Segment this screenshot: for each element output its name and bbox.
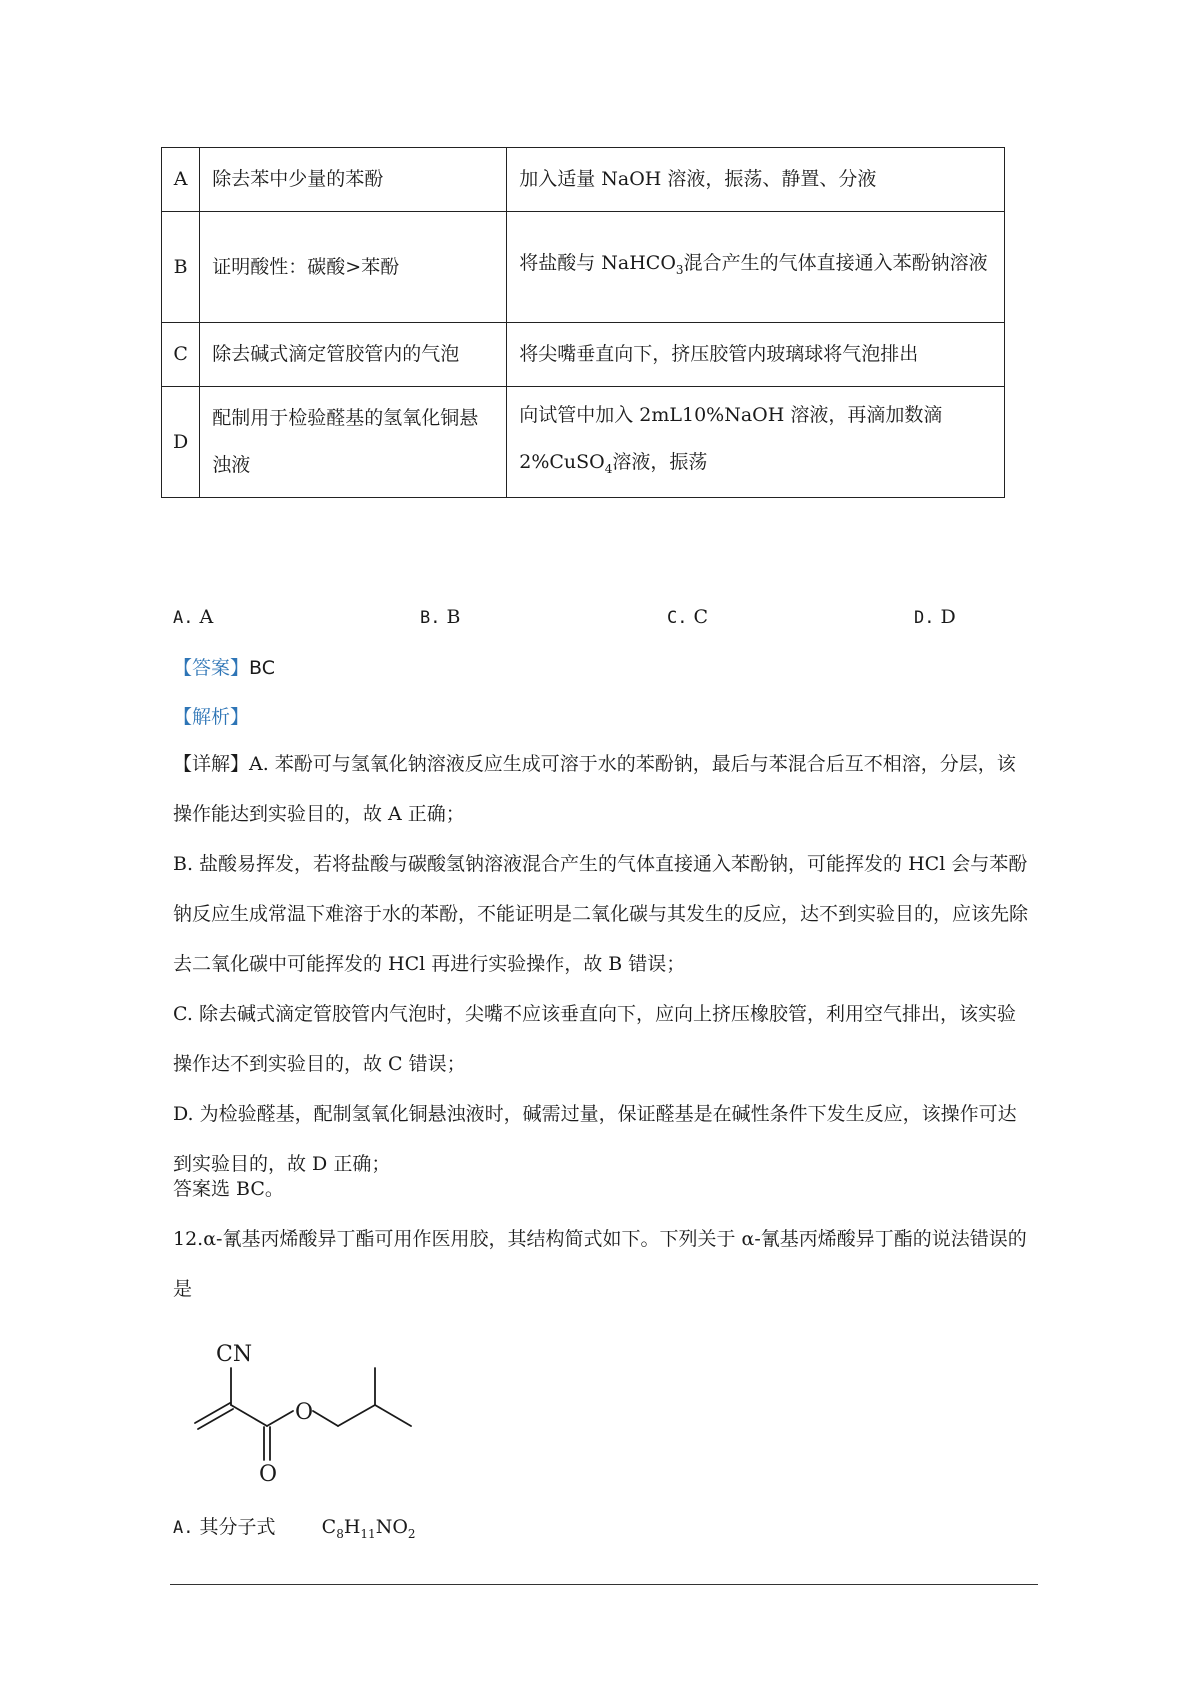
element-h: H (343, 1516, 361, 1538)
detail-paragraph-d: D. 为检验醛基，配制氢氧化铜悬浊液时，碱需过量，保证醛基是在碱性条件下发生反应，该操作可达到实验目的，故 D 正确； (173, 1103, 1017, 1175)
operation-text: 混合产生的气体直接通入苯酚钠溶液 (683, 252, 988, 275)
option-letter: A. (173, 1518, 194, 1538)
operation-text: 将盐酸与 NaHCO (519, 252, 676, 275)
choice-d[interactable] (914, 606, 956, 628)
experiment-table (161, 147, 1005, 498)
row-operation: 将尖嘴垂直向下，挤压胶管内玻璃球将气泡排出 (507, 323, 1005, 387)
answer-tag: 【答案】 (173, 657, 250, 679)
choice-value: B (446, 606, 461, 628)
row-label: A (162, 148, 200, 212)
subscript: 4 (604, 461, 613, 476)
row-label: D (162, 387, 200, 498)
element-c: C (321, 1516, 337, 1538)
carbonyl-oxygen-label: O (259, 1462, 278, 1485)
answer-choices (173, 606, 1073, 636)
table-row (162, 323, 1005, 387)
detail-conclusion: 答案选 BC。 (173, 1178, 284, 1200)
footer-rule (170, 1584, 1038, 1585)
row-purpose: 证明酸性：碳酸>苯酚 (200, 212, 507, 323)
choice-c[interactable] (667, 606, 708, 628)
row-label: C (162, 323, 200, 387)
row-operation (507, 387, 1005, 498)
choice-value: A (199, 606, 214, 628)
bond-c-carbonyl (231, 1405, 267, 1426)
choice-value: D (940, 606, 956, 628)
detail-paragraph-b: B. 盐酸易挥发，若将盐酸与碳酸氢钠溶液混合产生的气体直接通入苯酚钠，可能挥发的 HCl 会与苯酚钠反应生成常温下难溶于水的苯酚，不能证明是二氧化碳与其发生的反应，达不到实验目的，应该先除去二氧化碳中可能挥发的 HCl 再进行实验操作，故 B 错误； (173, 853, 1029, 975)
subscript: 11 (360, 1526, 376, 1541)
row-label: B (162, 212, 200, 323)
bond-c-oester (267, 1411, 293, 1426)
table-row (162, 212, 1005, 323)
operation-text: 向试管中加入 2mL10%NaOH 溶液，再滴加数滴 2%CuSO (519, 403, 943, 473)
subscript: 2 (407, 1526, 416, 1541)
molecular-formula (321, 1516, 416, 1541)
bond-ch-ch3-right (375, 1405, 411, 1426)
table-row (162, 387, 1005, 498)
option-a[interactable] (173, 1512, 416, 1541)
choice-letter: A. (173, 608, 194, 628)
ester-oxygen-label: O (295, 1400, 314, 1425)
choice-b[interactable] (420, 606, 461, 628)
bond-ch2-ch (338, 1405, 375, 1426)
row-purpose: 配制用于检验醛基的氢氧化铜悬浊液 (200, 387, 507, 498)
choice-letter: D. (914, 608, 935, 628)
row-operation (507, 212, 1005, 323)
answer-value: BC (249, 657, 275, 679)
operation-text: 溶液，振荡 (612, 450, 708, 473)
row-purpose: 除去碱式滴定管胶管内的气泡 (200, 323, 507, 387)
table-row (162, 148, 1005, 212)
row-operation: 加入适量 NaOH 溶液，振荡、静置、分液 (507, 148, 1005, 212)
answer-line (173, 653, 275, 680)
analysis-tag: 【解析】 (173, 706, 250, 728)
choice-a[interactable] (173, 606, 213, 628)
element-no: NO (375, 1516, 408, 1538)
subscript: 3 (675, 262, 684, 277)
detail-paragraph-a: 【详解】A. 苯酚可与氢氧化钠溶液反应生成可溶于水的苯酚钠，最后与苯混合后互不相溶，分层，该操作能达到实验目的，故 A 正确； (173, 753, 1016, 825)
choice-value: C (693, 606, 709, 628)
detail-paragraph-c: C. 除去碱式滴定管胶管内气泡时，尖嘴不应该垂直向下，应向上挤压橡胶管，利用空气排出，该实验操作达不到实验目的，故 C 错误； (173, 1003, 1016, 1075)
question-12-stem: 12.α-氰基丙烯酸异丁酯可用作医用胶，其结构简式如下。下列关于 α-氰基丙烯酸异丁酯的说法错误的是 (173, 1228, 1027, 1300)
cn-label: CN (216, 1342, 253, 1367)
row-purpose: 除去苯中少量的苯酚 (200, 148, 507, 212)
bond-o-ch2 (313, 1411, 338, 1426)
choice-letter: B. (420, 608, 441, 628)
subscript: 8 (336, 1526, 344, 1541)
choice-letter: C. (667, 608, 688, 628)
structural-formula (185, 1335, 445, 1485)
option-text: 其分子式 (199, 1516, 276, 1538)
